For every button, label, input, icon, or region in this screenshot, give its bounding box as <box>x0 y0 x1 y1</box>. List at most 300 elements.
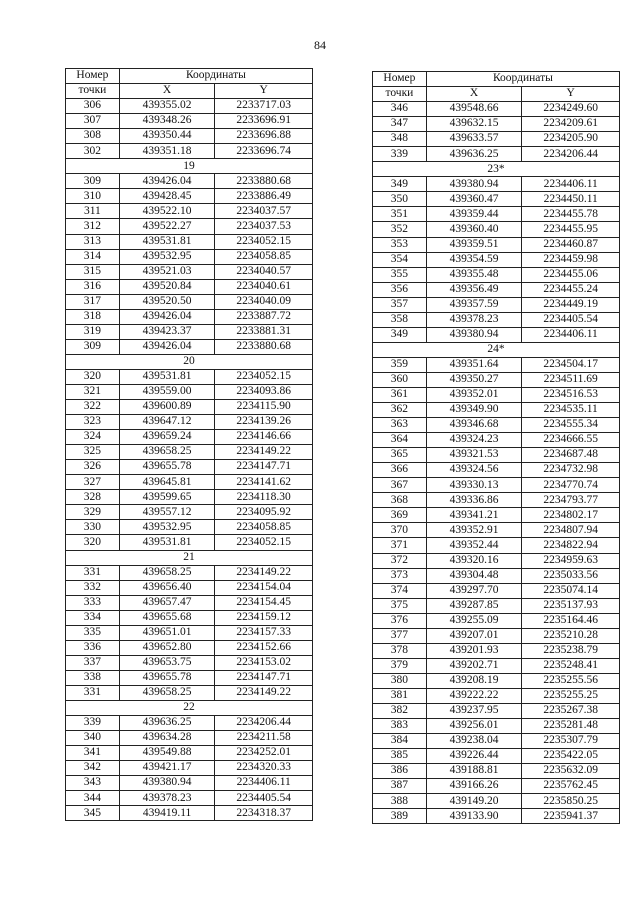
page-number: 84 <box>314 38 326 52</box>
x-coordinate-cell: 439520.84 <box>119 279 215 294</box>
point-number-cell: 333 <box>66 595 120 610</box>
x-coordinate-cell: 439557.12 <box>119 505 215 520</box>
point-number-cell: 382 <box>373 703 427 718</box>
y-coordinate-cell: 2235632.09 <box>522 764 620 779</box>
point-number-header-sub: точки <box>373 87 427 102</box>
y-coordinate-cell: 2234405.54 <box>522 312 620 327</box>
point-number-cell: 386 <box>373 764 427 779</box>
y-coordinate-cell: 2234118.30 <box>215 490 313 505</box>
point-number-cell: 361 <box>373 387 427 402</box>
x-coordinate-cell: 439657.47 <box>119 595 215 610</box>
x-coordinate-cell: 439428.45 <box>119 189 215 204</box>
table-row <box>66 339 313 354</box>
point-number-cell: 363 <box>373 418 427 433</box>
x-coordinate-cell: 439380.94 <box>119 776 215 791</box>
y-coordinate-cell: 2234147.71 <box>215 460 313 475</box>
y-coordinate-cell: 2234406.11 <box>522 327 620 342</box>
point-number-cell: 364 <box>373 433 427 448</box>
x-coordinate-cell: 439647.12 <box>119 415 215 430</box>
point-number-cell: 362 <box>373 403 427 418</box>
y-coordinate-cell: 2235137.93 <box>522 598 620 613</box>
x-coordinate-cell: 439226.44 <box>426 749 522 764</box>
point-number-cell: 315 <box>66 264 120 279</box>
x-coordinate-cell: 439531.81 <box>119 234 215 249</box>
y-coordinate-cell: 2234770.74 <box>522 478 620 493</box>
x-coordinate-cell: 439324.23 <box>426 433 522 448</box>
x-coordinate-cell: 439304.48 <box>426 568 522 583</box>
table-row <box>66 610 313 625</box>
y-coordinate-cell: 2234406.11 <box>215 776 313 791</box>
y-coordinate-cell: 2235850.25 <box>522 794 620 809</box>
table-row <box>66 430 313 445</box>
coordinates-header: Координаты <box>119 69 312 84</box>
point-number-cell: 335 <box>66 625 120 640</box>
table-row <box>66 640 313 655</box>
table-row <box>373 207 620 222</box>
y-coordinate-cell: 2234058.85 <box>215 520 313 535</box>
y-coordinate-cell: 2234807.94 <box>522 523 620 538</box>
table-row <box>66 144 313 159</box>
point-number-cell: 331 <box>66 685 120 700</box>
y-coordinate-cell: 2234205.90 <box>522 132 620 147</box>
table-row <box>66 625 313 640</box>
table-row <box>66 595 313 610</box>
point-number-cell: 376 <box>373 613 427 628</box>
x-coordinate-cell: 439351.18 <box>119 144 215 159</box>
point-number-cell: 383 <box>373 719 427 734</box>
x-header: X <box>426 87 522 102</box>
y-coordinate-cell: 2234154.04 <box>215 580 313 595</box>
point-number-cell: 337 <box>66 655 120 670</box>
y-coordinate-cell: 2234159.12 <box>215 610 313 625</box>
point-number-cell: 311 <box>66 204 120 219</box>
table-row <box>66 400 313 415</box>
x-coordinate-cell: 439599.65 <box>119 490 215 505</box>
y-coordinate-cell: 2234455.78 <box>522 207 620 222</box>
x-coordinate-cell: 439559.00 <box>119 384 215 399</box>
table-row <box>373 613 620 628</box>
point-number-cell: 371 <box>373 538 427 553</box>
y-coordinate-cell: 2234406.11 <box>522 177 620 192</box>
table-row <box>373 267 620 282</box>
x-coordinate-cell: 439352.91 <box>426 523 522 538</box>
table-row <box>66 761 313 776</box>
table-row <box>373 508 620 523</box>
point-number-cell: 317 <box>66 294 120 309</box>
table-row <box>66 189 313 204</box>
y-coordinate-cell: 2235307.79 <box>522 734 620 749</box>
table-row <box>66 475 313 490</box>
y-coordinate-cell: 2234732.98 <box>522 463 620 478</box>
point-number-cell: 353 <box>373 237 427 252</box>
y-coordinate-cell: 2234052.15 <box>215 535 313 550</box>
table-row <box>373 703 620 718</box>
x-coordinate-cell: 439208.19 <box>426 673 522 688</box>
x-coordinate-cell: 439423.37 <box>119 324 215 339</box>
point-number-cell: 384 <box>373 734 427 749</box>
point-number-cell: 302 <box>66 144 120 159</box>
table-row <box>373 658 620 673</box>
table-row <box>66 505 313 520</box>
x-coordinate-cell: 439351.64 <box>426 357 522 372</box>
x-coordinate-cell: 439357.59 <box>426 297 522 312</box>
point-number-cell: 320 <box>66 535 120 550</box>
table-row <box>373 749 620 764</box>
point-number-cell: 352 <box>373 222 427 237</box>
x-coordinate-cell: 439201.93 <box>426 643 522 658</box>
point-number-cell: 365 <box>373 448 427 463</box>
x-coordinate-cell: 439355.02 <box>119 99 215 114</box>
y-coordinate-cell: 2235164.46 <box>522 613 620 628</box>
x-coordinate-cell: 439378.23 <box>426 312 522 327</box>
table-row <box>373 553 620 568</box>
y-coordinate-cell: 2233696.91 <box>215 114 313 129</box>
table-row <box>66 776 313 791</box>
y-coordinate-cell: 2233881.31 <box>215 324 313 339</box>
group-row <box>66 354 313 369</box>
x-coordinate-cell: 439352.01 <box>426 387 522 402</box>
x-coordinate-cell: 439346.68 <box>426 418 522 433</box>
y-coordinate-cell: 2234455.06 <box>522 267 620 282</box>
table-row <box>373 478 620 493</box>
y-coordinate-cell: 2234153.02 <box>215 655 313 670</box>
y-header: Y <box>522 87 620 102</box>
table-row <box>66 234 313 249</box>
point-number-cell: 321 <box>66 384 120 399</box>
table-row <box>373 418 620 433</box>
group-label: 24* <box>373 342 620 357</box>
point-number-cell: 360 <box>373 372 427 387</box>
table-row <box>373 237 620 252</box>
table-row <box>373 192 620 207</box>
y-coordinate-cell: 2234206.44 <box>522 147 620 162</box>
y-coordinate-cell: 2235422.05 <box>522 749 620 764</box>
y-coordinate-cell: 2233880.68 <box>215 174 313 189</box>
table-row <box>373 463 620 478</box>
table-row <box>66 460 313 475</box>
point-number-header: Номер <box>66 69 120 84</box>
point-number-cell: 370 <box>373 523 427 538</box>
x-coordinate-cell: 439166.26 <box>426 779 522 794</box>
point-number-cell: 319 <box>66 324 120 339</box>
group-row <box>66 159 313 174</box>
x-coordinate-cell: 439548.66 <box>426 102 522 117</box>
group-label: 22 <box>66 700 313 715</box>
x-coordinate-cell: 439287.85 <box>426 598 522 613</box>
x-coordinate-cell: 439419.11 <box>119 806 215 821</box>
point-number-cell: 355 <box>373 267 427 282</box>
table-row <box>66 129 313 144</box>
x-coordinate-cell: 439350.44 <box>119 129 215 144</box>
point-number-cell: 343 <box>66 776 120 791</box>
point-number-cell: 354 <box>373 252 427 267</box>
point-number-cell: 357 <box>373 297 427 312</box>
group-row <box>66 550 313 565</box>
y-coordinate-cell: 2234959.63 <box>522 553 620 568</box>
x-coordinate-cell: 439426.04 <box>119 309 215 324</box>
x-coordinate-cell: 439658.25 <box>119 445 215 460</box>
table-row <box>373 794 620 809</box>
y-coordinate-cell: 2234058.85 <box>215 249 313 264</box>
x-coordinate-cell: 439354.59 <box>426 252 522 267</box>
y-coordinate-cell: 2235281.48 <box>522 719 620 734</box>
table-row <box>373 177 620 192</box>
y-coordinate-cell: 2234093.86 <box>215 384 313 399</box>
x-coordinate-cell: 439600.89 <box>119 400 215 415</box>
y-coordinate-cell: 2234149.22 <box>215 565 313 580</box>
y-coordinate-cell: 2234157.33 <box>215 625 313 640</box>
y-coordinate-cell: 2234149.22 <box>215 445 313 460</box>
point-number-cell: 372 <box>373 553 427 568</box>
point-number-cell: 346 <box>373 102 427 117</box>
point-number-cell: 332 <box>66 580 120 595</box>
table-row <box>373 628 620 643</box>
y-coordinate-cell: 2234666.55 <box>522 433 620 448</box>
x-coordinate-cell: 439421.17 <box>119 761 215 776</box>
table-row <box>66 219 313 234</box>
y-coordinate-cell: 2234095.92 <box>215 505 313 520</box>
point-number-cell: 318 <box>66 309 120 324</box>
point-number-cell: 325 <box>66 445 120 460</box>
x-coordinate-cell: 439348.26 <box>119 114 215 129</box>
point-number-cell: 356 <box>373 282 427 297</box>
y-coordinate-cell: 2234822.94 <box>522 538 620 553</box>
point-number-cell: 322 <box>66 400 120 415</box>
x-coordinate-cell: 439522.27 <box>119 219 215 234</box>
table-row <box>66 565 313 580</box>
x-coordinate-cell: 439636.25 <box>119 716 215 731</box>
y-coordinate-cell: 2234511.69 <box>522 372 620 387</box>
point-number-cell: 323 <box>66 415 120 430</box>
point-number-cell: 339 <box>66 716 120 731</box>
y-coordinate-cell: 2234147.71 <box>215 670 313 685</box>
y-coordinate-cell: 2233696.88 <box>215 129 313 144</box>
table-row <box>373 779 620 794</box>
table-row <box>373 147 620 162</box>
y-coordinate-cell: 2234037.53 <box>215 219 313 234</box>
x-coordinate-cell: 439222.22 <box>426 688 522 703</box>
x-coordinate-cell: 439532.95 <box>119 249 215 264</box>
point-number-cell: 344 <box>66 791 120 806</box>
group-row <box>66 700 313 715</box>
y-coordinate-cell: 2234516.53 <box>522 387 620 402</box>
y-coordinate-cell: 2235267.38 <box>522 703 620 718</box>
x-coordinate-cell: 439655.68 <box>119 610 215 625</box>
point-number-cell: 345 <box>66 806 120 821</box>
group-row <box>373 162 620 177</box>
point-number-cell: 312 <box>66 219 120 234</box>
table-row <box>373 282 620 297</box>
y-coordinate-cell: 2234115.90 <box>215 400 313 415</box>
x-coordinate-cell: 439320.16 <box>426 553 522 568</box>
x-coordinate-cell: 439360.47 <box>426 192 522 207</box>
point-number-cell: 308 <box>66 129 120 144</box>
table-row <box>66 490 313 505</box>
table-row <box>373 719 620 734</box>
y-coordinate-cell: 2233717.03 <box>215 99 313 114</box>
table-row <box>373 568 620 583</box>
y-coordinate-cell: 2234504.17 <box>522 357 620 372</box>
point-number-header: Номер <box>373 72 427 87</box>
y-coordinate-cell: 2234052.15 <box>215 369 313 384</box>
y-coordinate-cell: 2234146.66 <box>215 430 313 445</box>
x-coordinate-cell: 439531.81 <box>119 369 215 384</box>
table-row <box>373 102 620 117</box>
point-number-cell: 388 <box>373 794 427 809</box>
table-row <box>66 294 313 309</box>
y-coordinate-cell: 2234455.95 <box>522 222 620 237</box>
table-row <box>66 204 313 219</box>
table-row <box>66 279 313 294</box>
table-row <box>66 806 313 821</box>
point-number-cell: 377 <box>373 628 427 643</box>
x-coordinate-cell: 439522.10 <box>119 204 215 219</box>
table-row <box>66 580 313 595</box>
x-coordinate-cell: 439658.25 <box>119 685 215 700</box>
y-coordinate-cell: 2234802.17 <box>522 508 620 523</box>
table-row <box>66 791 313 806</box>
x-coordinate-cell: 439202.71 <box>426 658 522 673</box>
table-row <box>373 297 620 312</box>
point-number-cell: 314 <box>66 249 120 264</box>
table-body-left <box>66 99 313 821</box>
y-coordinate-cell: 2234405.54 <box>215 791 313 806</box>
y-coordinate-cell: 2234141.62 <box>215 475 313 490</box>
x-coordinate-cell: 439297.70 <box>426 583 522 598</box>
x-coordinate-cell: 439350.27 <box>426 372 522 387</box>
y-coordinate-cell: 2233886.49 <box>215 189 313 204</box>
point-number-cell: 329 <box>66 505 120 520</box>
y-coordinate-cell: 2234037.57 <box>215 204 313 219</box>
x-coordinate-cell: 439380.94 <box>426 177 522 192</box>
y-coordinate-cell: 2233696.74 <box>215 144 313 159</box>
y-coordinate-cell: 2235762.45 <box>522 779 620 794</box>
table-row <box>66 746 313 761</box>
table-row <box>66 264 313 279</box>
x-coordinate-cell: 439355.48 <box>426 267 522 282</box>
x-coordinate-cell: 439149.20 <box>426 794 522 809</box>
point-number-cell: 320 <box>66 369 120 384</box>
x-coordinate-cell: 439238.04 <box>426 734 522 749</box>
table-row <box>373 734 620 749</box>
table-row <box>373 764 620 779</box>
group-label: 21 <box>66 550 313 565</box>
table-row <box>373 598 620 613</box>
table-row <box>373 583 620 598</box>
x-coordinate-cell: 439352.44 <box>426 538 522 553</box>
y-coordinate-cell: 2234152.66 <box>215 640 313 655</box>
table-row <box>373 387 620 402</box>
point-number-cell: 307 <box>66 114 120 129</box>
point-number-cell: 309 <box>66 174 120 189</box>
point-number-cell: 327 <box>66 475 120 490</box>
y-coordinate-cell: 2234154.45 <box>215 595 313 610</box>
y-coordinate-cell: 2234793.77 <box>522 493 620 508</box>
table-row <box>373 809 620 824</box>
y-coordinate-cell: 2234450.11 <box>522 192 620 207</box>
table-row <box>373 493 620 508</box>
x-coordinate-cell: 439359.51 <box>426 237 522 252</box>
x-coordinate-cell: 439321.53 <box>426 448 522 463</box>
point-number-cell: 313 <box>66 234 120 249</box>
y-coordinate-cell: 2235255.56 <box>522 673 620 688</box>
x-coordinate-cell: 439656.40 <box>119 580 215 595</box>
x-coordinate-cell: 439237.95 <box>426 703 522 718</box>
table-row <box>66 685 313 700</box>
y-coordinate-cell: 2234139.26 <box>215 415 313 430</box>
point-number-cell: 368 <box>373 493 427 508</box>
x-coordinate-cell: 439255.09 <box>426 613 522 628</box>
x-coordinate-cell: 439426.04 <box>119 174 215 189</box>
point-number-cell: 330 <box>66 520 120 535</box>
point-number-cell: 328 <box>66 490 120 505</box>
x-coordinate-cell: 439336.86 <box>426 493 522 508</box>
point-number-cell: 316 <box>66 279 120 294</box>
table-row <box>373 643 620 658</box>
point-number-cell: 389 <box>373 809 427 824</box>
y-coordinate-cell: 2234459.98 <box>522 252 620 267</box>
x-coordinate-cell: 439133.90 <box>426 809 522 824</box>
coordinates-table-left <box>65 68 313 821</box>
table-row <box>66 670 313 685</box>
x-coordinate-cell: 439360.40 <box>426 222 522 237</box>
x-coordinate-cell: 439256.01 <box>426 719 522 734</box>
x-coordinate-cell: 439520.50 <box>119 294 215 309</box>
x-coordinate-cell: 439633.57 <box>426 132 522 147</box>
point-number-cell: 380 <box>373 673 427 688</box>
table-row <box>373 372 620 387</box>
point-number-cell: 358 <box>373 312 427 327</box>
point-number-cell: 326 <box>66 460 120 475</box>
y-header: Y <box>215 84 313 99</box>
x-coordinate-cell: 439655.78 <box>119 460 215 475</box>
point-number-cell: 366 <box>373 463 427 478</box>
x-coordinate-cell: 439188.81 <box>426 764 522 779</box>
group-label: 20 <box>66 354 313 369</box>
point-number-cell: 351 <box>373 207 427 222</box>
point-number-cell: 369 <box>373 508 427 523</box>
y-coordinate-cell: 2235210.28 <box>522 628 620 643</box>
y-coordinate-cell: 2235255.25 <box>522 688 620 703</box>
x-coordinate-cell: 439653.75 <box>119 655 215 670</box>
table-row <box>66 369 313 384</box>
y-coordinate-cell: 2235238.79 <box>522 643 620 658</box>
x-coordinate-cell: 439549.88 <box>119 746 215 761</box>
y-coordinate-cell: 2234249.60 <box>522 102 620 117</box>
table-row <box>373 357 620 372</box>
table-body-right <box>373 102 620 824</box>
x-coordinate-cell: 439659.24 <box>119 430 215 445</box>
table-row <box>373 222 620 237</box>
table-row <box>373 433 620 448</box>
point-number-cell: 349 <box>373 177 427 192</box>
y-coordinate-cell: 2234040.61 <box>215 279 313 294</box>
table-row <box>66 249 313 264</box>
y-coordinate-cell: 2234040.09 <box>215 294 313 309</box>
point-number-cell: 381 <box>373 688 427 703</box>
group-row <box>373 342 620 357</box>
x-coordinate-cell: 439349.90 <box>426 403 522 418</box>
y-coordinate-cell: 2234455.24 <box>522 282 620 297</box>
y-coordinate-cell: 2233880.68 <box>215 339 313 354</box>
table-row <box>373 448 620 463</box>
point-number-cell: 350 <box>373 192 427 207</box>
x-coordinate-cell: 439652.80 <box>119 640 215 655</box>
y-coordinate-cell: 2234555.34 <box>522 418 620 433</box>
y-coordinate-cell: 2234209.61 <box>522 117 620 132</box>
y-coordinate-cell: 2233887.72 <box>215 309 313 324</box>
y-coordinate-cell: 2234211.58 <box>215 731 313 746</box>
